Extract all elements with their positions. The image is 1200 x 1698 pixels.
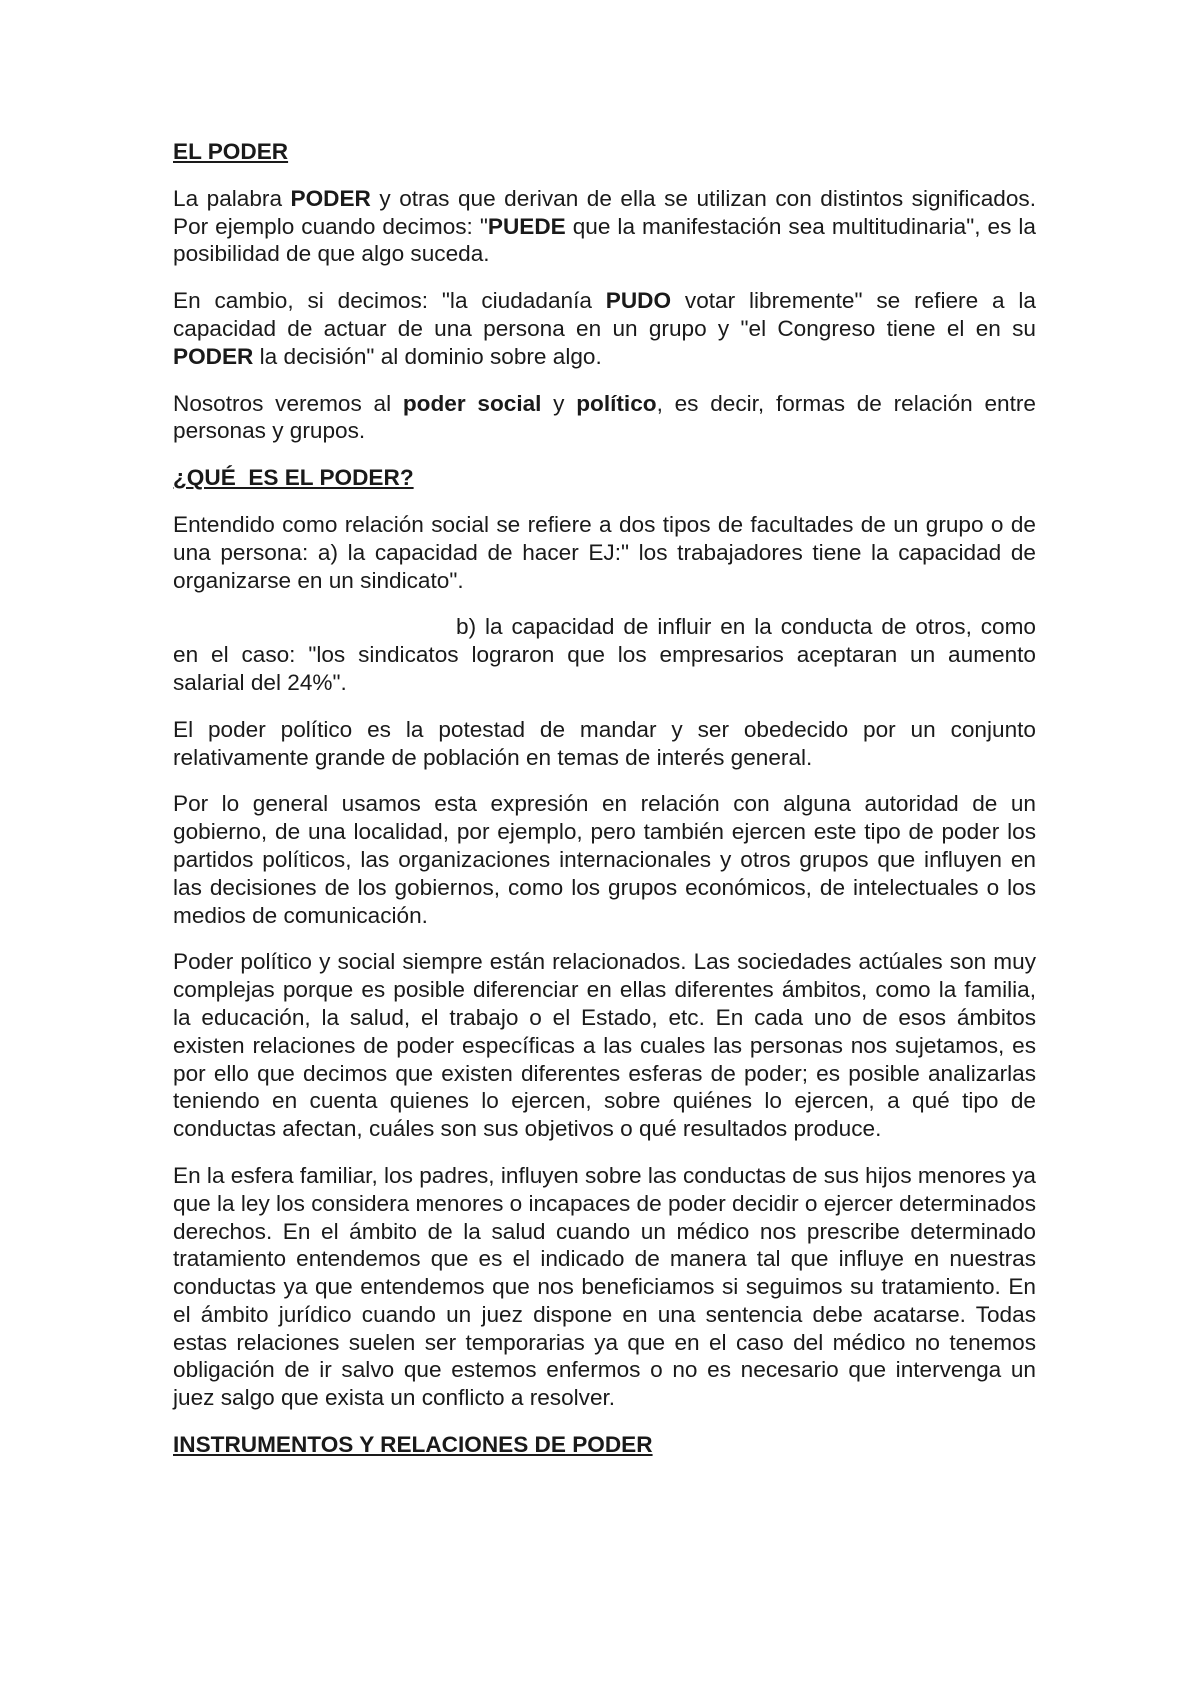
text-segment: la decisión" al dominio sobre algo. <box>253 343 602 369</box>
paragraph-poder-politico: El poder político es la potestad de mandar y ser obedecido por un conjunto relativamente grande de población en temas de interés general. <box>173 716 1036 770</box>
document-body <box>173 138 1036 1478</box>
bold-term: PODER <box>173 343 254 369</box>
bold-term: PUDO <box>605 288 672 314</box>
paragraph-entendido: Entendido como relación social se refiere a dos tipos de facultades de un grupo o de una persona: a) la capacidad de hacer EJ:" los trabajadores tiene la capacidad de organizarse en un sindicato". <box>173 511 1036 593</box>
text-segment: y otras que derivan de ella se utilizan con distintos significados. Por ejemplo cuando decimos: " <box>173 185 1036 239</box>
text-segment: En cambio, si decimos: "la ciudadanía <box>173 288 606 314</box>
text-segment: que la manifestación sea multitudinaria", es la posibilidad de que algo suceda. <box>173 213 1036 267</box>
text-segment: votar libremente" se refiere a la capacidad de actuar de una persona en un grupo y "el Congreso tiene el en su <box>173 288 1036 341</box>
heading-que-es-el-poder: ¿QUÉ ES EL PODER? <box>173 465 414 491</box>
bold-term: PODER <box>290 185 371 211</box>
bold-term: político <box>576 390 657 416</box>
paragraph-por-lo-general: Por lo general usamos esta expresión en relación con alguna autoridad de un gobierno, de una localidad, por ejemplo, pero también ejercen este tipo de poder los partidos políticos, las organizaciones internacionales y otros grupos que influyen en las decisiones de los gobiernos, como los grupos económicos, de intelectuales o los medios de comunicación. <box>173 791 1036 928</box>
paragraph-palabra-poder <box>173 185 1036 268</box>
paragraph-capacidad-influir: b) la capacidad de influir en la conducta de otros, como en el caso: "los sindicatos lograron que los empresarios aceptaran un aumento salarial del 24%". <box>173 614 1036 695</box>
paragraph-en-cambio <box>173 287 1036 370</box>
paragraph-nosotros-veremos <box>173 390 1036 446</box>
bold-term: PUEDE <box>487 213 566 239</box>
text-segment: La palabra <box>173 185 291 211</box>
paragraph-poder-social: Poder político y social siempre están relacionados. Las sociedades actúales son muy complejas porque es posible diferenciar en ellas diferentes ámbitos, como la familia, la educación, la salud, el trabajo o el Estado, etc. En cada uno de esos ámbitos existen relaciones de poder específicas a las cuales las personas nos sujetamos, es por ello que decimos que existen diferentes esferas de poder; es posible analizarlas teniendo en cuenta quienes lo ejercen, sobre quiénes lo ejercen, a qué tipo de conductas afectan, cuáles son sus objetivos o qué resultados produce. <box>173 949 1036 1142</box>
heading-instrumentos: INSTRUMENTOS Y RELACIONES DE PODER <box>173 1432 653 1458</box>
text-segment: y <box>541 390 577 416</box>
bold-term: poder social <box>402 390 542 416</box>
heading-el-poder: EL PODER <box>173 139 289 164</box>
paragraph-esfera-familiar: En la esfera familiar, los padres, influyen sobre las conductas de sus hijos menores ya que la ley los considera menores o incapaces de poder decidir o ejercer determinados derechos. En el ámbito de la salud cuando un médico nos prescribe determinado tratamiento entendemos que es el indicado de manera tal que influye en nuestras conductas ya que entendemos que nos beneficiamos si seguimos su tratamiento. En el ámbito jurídico cuando un juez dispone en una sentencia debe acatarse. Todas estas relaciones suelen ser temporarias ya que en el caso del médico no tenemos obligación de ir salvo que estemos enfermos o no es necesario que intervenga un juez salgo que exista un conflicto a resolver. <box>173 1162 1036 1411</box>
text-segment: , es decir, formas de relación entre personas y grupos. <box>173 390 1036 444</box>
text-segment: Nosotros veremos al <box>173 390 403 416</box>
